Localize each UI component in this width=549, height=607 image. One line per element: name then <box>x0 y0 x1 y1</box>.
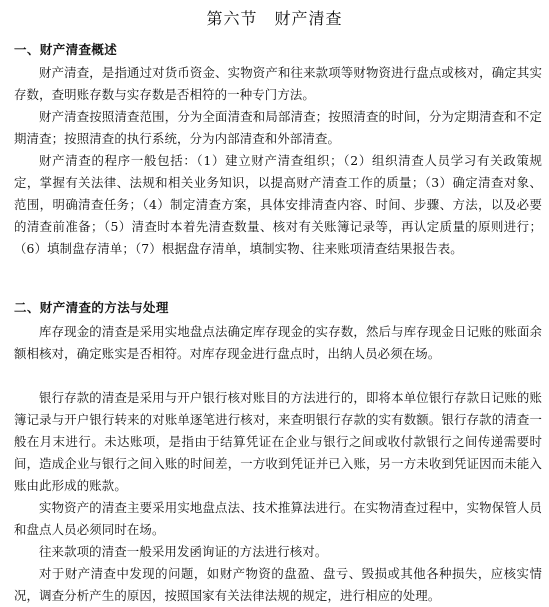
paragraph: 财产清查的程序一般包括：（1）建立财产清查组织；（2）组织清查人员学习有关政策规定，掌握有关法律、法规和相关业务知识，以提高财产清查工作的质量；（3）确定清查对象、范围，明确清查任务；（4）制定清查方案，具体安排清查内容、时间、步骤、方法，以及必要的清查前准备；（5）清查时本着先清查数量、核对有关账簿记录等，再认定质量的原则进行；（6）填制盘存清单；（7）根据盘存清单，填制实物、往来账项清查结果报告表。 <box>14 153 542 256</box>
paragraph: 对于财产清查中发现的问题，如财产物资的盘盈、盘亏、毁损或其他各种损失，应核实情况，调查分析产生的原因，按照国家有关法律法规的规定，进行相应的处理。 <box>14 566 542 603</box>
paragraph: 财产清查，是指通过对货币资金、实物资产和往来款项等财物资进行盘点或核对，确定其实存数，查明账存数与实存数是否相符的一种专门方法。 <box>14 65 542 102</box>
paragraph: 库存现金的清查是采用实地盘点法确定库存现金的实存数，然后与库存现金日记账的账面余额相核对，确定账实是否相符。对库存现金进行盘点时，出纳人员必须在场。 <box>14 324 542 361</box>
section-heading-methods: 二、财产清查的方法与处理 <box>14 300 169 315</box>
paragraph: 往来款项的清查一般采用发函询证的方法进行核对。 <box>39 544 328 559</box>
page-title: 第六节 财产清查 <box>206 9 343 28</box>
paragraph: 实物资产的清查主要采用实地盘点法、技术推算法进行。在实物清查过程中，实物保管人员和盘点人员必须同时在场。 <box>14 500 542 537</box>
section-heading-overview: 一、财产清查概述 <box>14 42 118 57</box>
paragraph: 银行存款的清查是采用与开户银行核对账目的方法进行的，即将本单位银行存款日记账的账簿记录与开户银行转来的对账单逐笔进行核对，来查明银行存款的实有数额。银行存款的清查一般在月末进行。未达账项，是指由于结算凭证在企业与银行之间或收付款银行之间传递需要时间，造成企业与银行之间入账的时间差，一方收到凭证并已入账，另一方未收到凭证因而未能入账由此形成的账款。 <box>14 390 542 493</box>
paragraph: 财产清查按照清查范围，分为全面清查和局部清查；按照清查的时间，分为定期清查和不定期清查；按照清查的执行系统，分为内部清查和外部清查。 <box>14 109 542 146</box>
